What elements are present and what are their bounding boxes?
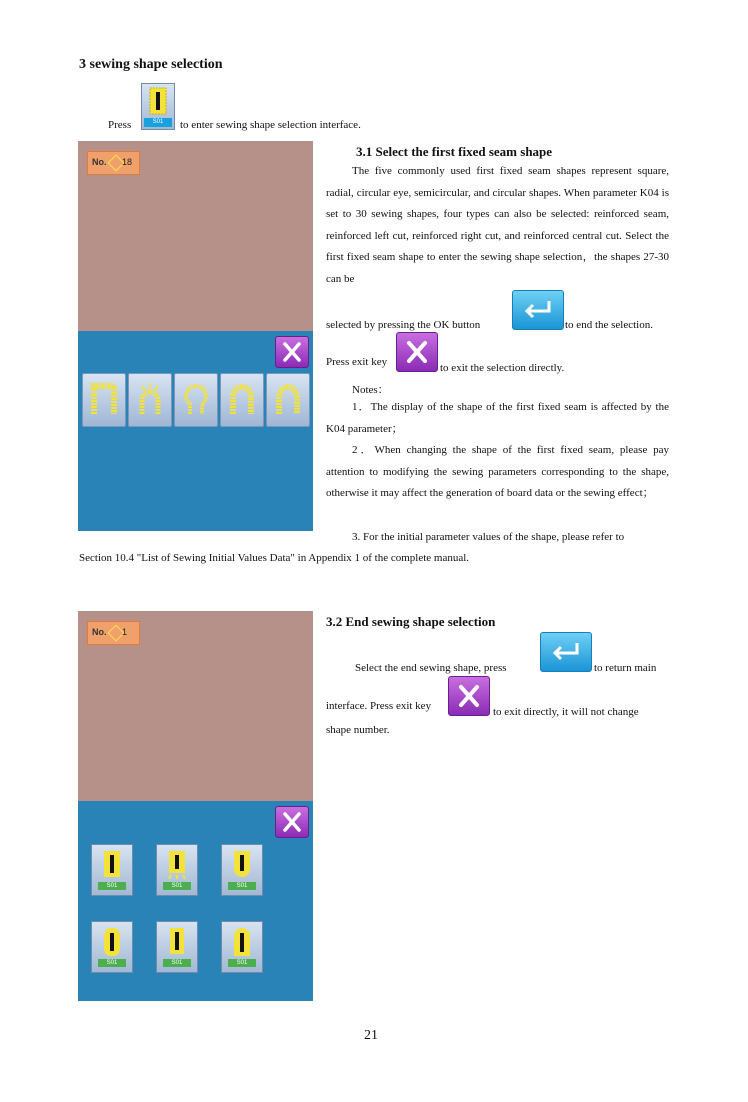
circular-seam-icon xyxy=(267,374,309,426)
paragraph-first-seam: The five commonly used first fixed seam shapes represent square, radial, circular eye, semicircular, and circular shapes. When parameter K04 is set to 30 sewing shapes, four types can also be selected: reinforced seam, reinforced left cut, reinforced right cut, and reinforced central cut. Select the first fixed seam shape to enter the sewing shape selection，the shapes 27-30 can be xyxy=(326,165,669,285)
end-shape-2-button[interactable] xyxy=(156,844,198,896)
exit-key-button[interactable] xyxy=(448,676,490,716)
preview-area xyxy=(78,611,313,801)
shape-circular-button[interactable] xyxy=(266,373,310,427)
subsection-heading-3-1: 3.1 Select the first fixed seam shape xyxy=(356,144,553,159)
radial-seam-icon xyxy=(129,374,171,426)
ok-button[interactable] xyxy=(512,290,564,330)
exit-key-button[interactable] xyxy=(396,332,438,372)
page-number: 21 xyxy=(364,1028,378,1043)
end-selection-panel xyxy=(78,801,313,1001)
exit-button[interactable] xyxy=(275,806,309,838)
shape-square-button[interactable] xyxy=(82,373,126,427)
exit-text-b: to exit the selection directly. xyxy=(440,362,565,374)
return-button[interactable] xyxy=(540,632,592,672)
tile-label: S01 xyxy=(228,959,256,967)
ok-text-b: to end the selection. xyxy=(565,319,653,331)
close-icon xyxy=(449,677,489,715)
end-text-3: shape number. xyxy=(326,724,390,736)
square-seam-icon xyxy=(83,374,125,426)
tile-label: S01 xyxy=(98,882,126,890)
number-value: 18 xyxy=(122,157,133,167)
end-shape-screen xyxy=(78,611,313,1001)
sewing-shape-button[interactable] xyxy=(141,83,175,130)
end-shape-6-button[interactable] xyxy=(221,921,263,973)
enter-icon xyxy=(513,291,563,329)
end-shape-3-button[interactable] xyxy=(221,844,263,896)
end-shape-5-button[interactable] xyxy=(156,921,198,973)
end-shape-1-button[interactable] xyxy=(91,844,133,896)
shape-semicircular-button[interactable] xyxy=(220,373,264,427)
ok-text-a: selected by pressing the OK button xyxy=(326,319,481,331)
shape-circular-eye-button[interactable] xyxy=(174,373,218,427)
end-shape-4-button[interactable] xyxy=(91,921,133,973)
intro-after-text: to enter sewing shape selection interface. xyxy=(180,119,361,131)
close-icon xyxy=(276,337,308,367)
subsection-heading-3-2: 3.2 End sewing shape selection xyxy=(326,614,496,629)
eye-seam-icon xyxy=(175,374,217,426)
number-label: No. xyxy=(92,157,107,167)
close-icon xyxy=(276,807,308,837)
notes-label: Notes： xyxy=(352,384,389,396)
end-text-2a: interface. Press exit key xyxy=(326,700,432,712)
end-text-2b: to exit directly, it will not change xyxy=(493,706,639,718)
tile-label: S01 xyxy=(163,959,191,967)
semicircular-seam-icon xyxy=(221,374,263,426)
shape-selection-screen xyxy=(78,141,313,531)
enter-icon xyxy=(541,633,591,671)
end-text-1a: Select the end sewing shape, press xyxy=(355,662,507,674)
note-2: 2．When changing the shape of the first fixed seam, please pay attention to modifying the sewing parameters corresponding to the shape, otherwise it may affect the generation of board data or the sewing effect； xyxy=(326,444,669,499)
preview-area xyxy=(78,141,313,331)
exit-button[interactable] xyxy=(275,336,309,368)
tile-label: S01 xyxy=(98,959,126,967)
close-icon xyxy=(397,333,437,371)
note-3a: 3. For the initial parameter values of the shape, please refer to xyxy=(352,531,625,543)
number-value: 1 xyxy=(122,627,128,637)
button-label: S01 xyxy=(144,118,172,127)
end-text-1b: to return main xyxy=(594,662,657,674)
section-title: 3 sewing shape selection xyxy=(79,57,223,72)
intro-press-text: Press xyxy=(108,119,132,131)
number-badge xyxy=(87,621,140,645)
number-badge xyxy=(87,151,140,175)
tile-label: S01 xyxy=(163,882,191,890)
exit-text-a: Press exit key xyxy=(326,356,388,368)
tile-label: S01 xyxy=(228,882,256,890)
selection-panel xyxy=(78,331,313,531)
note-1: 1．The display of the shape of the first fixed seam is affected by the K04 parameter； xyxy=(326,401,669,435)
note-3b: Section 10.4 "List of Sewing Initial Values Data" in Appendix 1 of the complete manual. xyxy=(79,552,470,564)
number-label: No. xyxy=(92,627,107,637)
shape-radial-button[interactable] xyxy=(128,373,172,427)
